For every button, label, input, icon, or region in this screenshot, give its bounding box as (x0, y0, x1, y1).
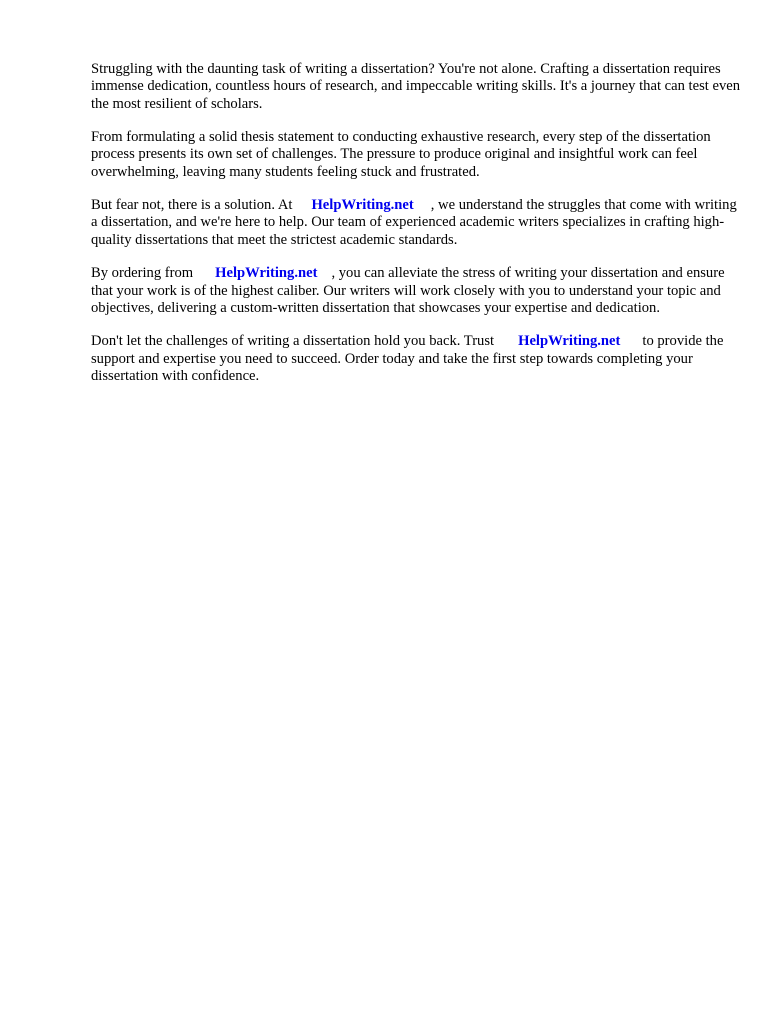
paragraph-solution-text-end: , we understand the struggles that come with writing a dissertation, and we're here to help. Our team of experienced academic writers specializes in crafting high-quality dissertations that meet the strictest academic standards. (91, 197, 737, 248)
paragraph-solution (91, 197, 741, 249)
paragraph-closing (91, 333, 741, 385)
document-body (91, 61, 741, 401)
paragraph-ordering-text-end: , you can alleviate the stress of writing your dissertation and ensure that your work is of the highest caliber. Our writers will work closely with you to understand your topic and objectives, delivering a custom-written dissertation that showcases your expertise and dedication. (91, 265, 725, 316)
paragraph-closing-text-start: Don't let the challenges of writing a dissertation hold you back. Trust (91, 333, 495, 350)
paragraph-intro (91, 61, 741, 113)
helpwriting-link-2[interactable]: HelpWriting.net (215, 265, 318, 282)
paragraph-challenges-text: From formulating a solid thesis statement to conducting exhaustive research, every step of the dissertation process presents its own set of challenges. The pressure to produce original and insightful work can feel overwhelming, leaving many students feeling stuck and frustrated. (91, 129, 711, 180)
helpwriting-link-1[interactable]: HelpWriting.net (311, 197, 414, 214)
paragraph-ordering-text-start: By ordering from (91, 265, 194, 282)
paragraph-intro-text: Struggling with the daunting task of writing a dissertation? You're not alone. Crafting a dissertation requires immense dedication, countless hours of research, and impeccable writing skills. It's a journey that can test even the most resilient of scholars. (91, 61, 741, 112)
helpwriting-link-3[interactable]: HelpWriting.net (518, 333, 621, 350)
paragraph-ordering (91, 265, 741, 317)
paragraph-closing-text-end: to provide the support and expertise you need to succeed. Order today and take the first step towards completing your dissertation with confidence. (91, 333, 724, 384)
paragraph-challenges (91, 129, 741, 181)
paragraph-solution-text-start: But fear not, there is a solution. At (91, 197, 293, 214)
